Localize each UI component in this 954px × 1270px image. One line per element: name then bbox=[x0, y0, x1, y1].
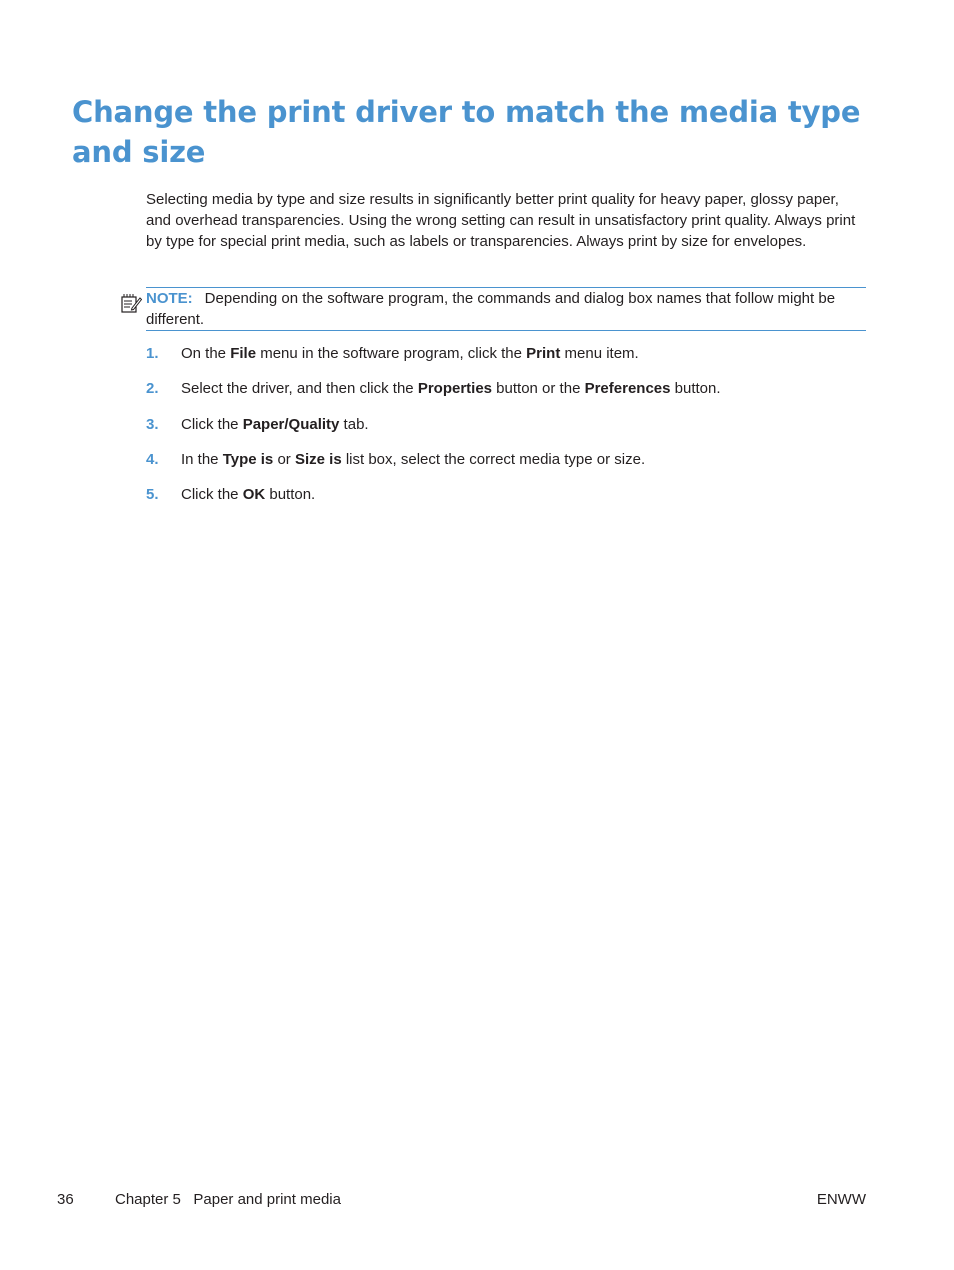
note-label: NOTE: bbox=[146, 290, 193, 307]
step-text: On the File menu in the software program, click the Print menu item. bbox=[181, 345, 639, 362]
note-icon bbox=[120, 292, 142, 314]
footer-chapter-title: Chapter 5 Paper and print media bbox=[115, 1191, 341, 1208]
list-item bbox=[146, 484, 866, 519]
step-text: Select the driver, and then click the Properties button or the Preferences button. bbox=[181, 380, 721, 398]
note-text: Depending on the software program, the commands and dialog box names that follow might be different. bbox=[146, 290, 836, 328]
step-number: 5. bbox=[146, 486, 159, 504]
note-box bbox=[146, 287, 866, 331]
page-title: Change the print driver to match the media type and size bbox=[72, 95, 861, 169]
step-text: Click the Paper/Quality tab. bbox=[181, 415, 369, 433]
step-number: 2. bbox=[146, 380, 159, 398]
step-number: 3. bbox=[146, 415, 159, 433]
footer-edition-code: ENWW bbox=[816, 1191, 866, 1208]
step-text: In the Type is or Size is list box, select the correct media type or size. bbox=[181, 450, 646, 468]
list-item bbox=[146, 378, 866, 413]
footer-page-number: 36 bbox=[57, 1191, 74, 1208]
list-item bbox=[146, 449, 866, 484]
list-item bbox=[146, 343, 866, 378]
intro-paragraph: Selecting media by type and size results in significantly better print quality for heavy paper, glossy paper, and overhead transparencies. Using the wrong setting can result in unsatisfactory print quality. Always print by type for special print media, such as labels or transparencies. Always print by size for envelopes. bbox=[146, 191, 856, 250]
step-number: 1. bbox=[146, 345, 159, 362]
step-number: 4. bbox=[146, 450, 159, 468]
steps-list bbox=[146, 343, 866, 519]
step-text: Click the OK button. bbox=[181, 486, 316, 504]
note-text-block bbox=[146, 288, 864, 330]
list-item bbox=[146, 414, 866, 449]
